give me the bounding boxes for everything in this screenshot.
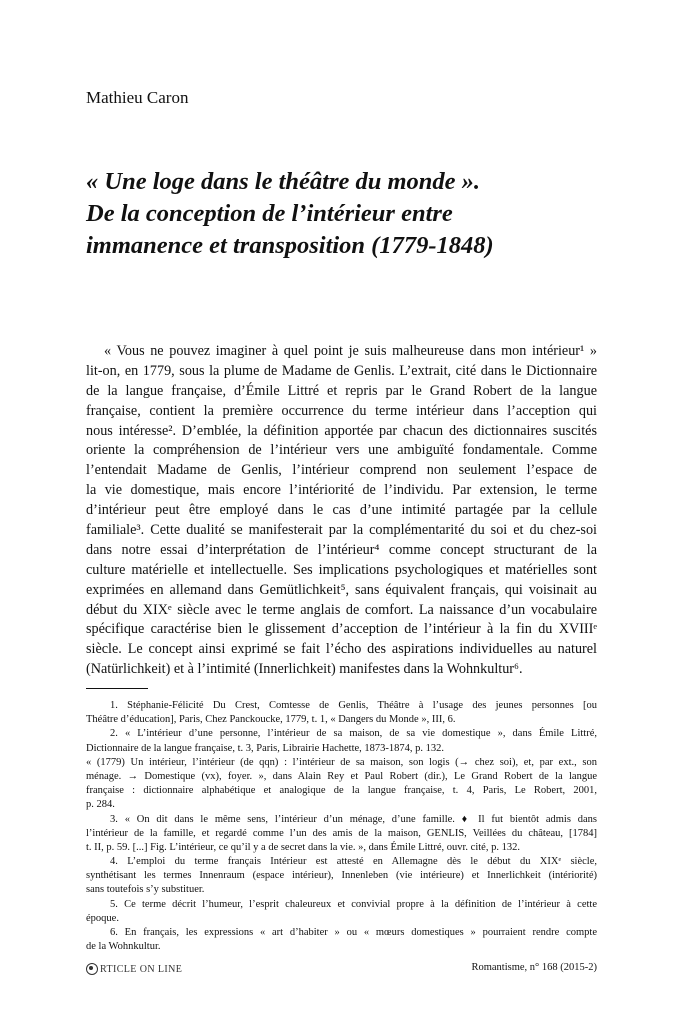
body-line: spécifique caractérise bien le glissement d’acception de l’intérieur à la fin du XVIIIᵉ — [86, 621, 597, 638]
title-line: immanence et transposition (1779-1848) — [86, 232, 494, 259]
footnote-line: t. II, p. 59. [...] Fig. L’intérieur, ce qu’il y a de secret dans la vie. », dans Émile Littré, ouvr. cité, p. 132. — [86, 841, 520, 853]
footnote-line: 3. « On dit dans le même sens, l’intérieur d’un ménage, d’une famille. ♦ Il fut bientôt admis dans — [110, 813, 597, 825]
footnote-line: de la Wohnkultur. — [86, 941, 161, 953]
body-line: dans notre essai d’interprétation de l’intérieur⁴ comme concept structurant de la — [86, 541, 597, 558]
footnote-line: synthétisant les termes Innenraum (espace intérieur), Innenleben (vie intérieure) et Innerlichkeit (intériorité) — [86, 870, 597, 882]
body-line: (Natürlichkeit) et à l’intimité (Innerlichkeit) manifestes dans la Wohnkultur⁶. — [86, 661, 523, 678]
footnote-line: 2. « L’intérieur d’une personne, l’intérieur de sa maison, de sa vie domestique », dans Émile Littré, — [110, 728, 597, 740]
footnote-line: Théâtre d’éducation], Paris, Chez Panckoucke, 1779, t. 1, « Dangers du Monde », III, 6. — [86, 714, 456, 726]
logo-a-icon — [86, 963, 98, 975]
body-line: exprimées en allemand dans Gemütlichkeit⁵, sans équivalent français, qui voisinait au — [86, 581, 597, 598]
body-line: française, contient la première occurrence du terme intérieur dans l’acception qui — [86, 402, 597, 419]
footnote-line: Dictionnaire de la langue française, t. 3, Paris, Librairie Hachette, 1873-1874, p. 132. — [86, 742, 445, 754]
footnote-line: p. 284. — [86, 799, 115, 811]
footnote-separator — [86, 688, 148, 689]
logo-text: RTICLE ON LINE — [100, 963, 183, 975]
footnote-line: l’intérieur de la famille, et regardé comme l’un des amis de la maison, GENLIS, Veillées du château, [1784] — [86, 827, 597, 839]
title-line: « Une loge dans le théâtre du monde ». — [86, 168, 481, 195]
title-line: De la conception de l’intérieur entre — [86, 200, 453, 227]
body-line: culture matérielle et intellectuelle. Ses implications psychologiques et matérielles sont — [86, 561, 597, 578]
body-line: d’intérieur peut être employé dans le cas d’une intimité partagée par la cellule — [86, 502, 597, 519]
footnote-line: française : dictionnaire alphabétique et analogique de la langue française, t. 4, Paris, Le Robert, 2001, — [86, 785, 597, 797]
body-line: siècle. Le concept ainsi exprimé se fait l’écho des aspirations individuelles au naturel — [86, 641, 597, 658]
body-line: lit-on, en 1779, sous la plume de Madame de Genlis. L’extrait, cité dans le Dictionnaire — [86, 362, 597, 379]
footnotes — [86, 699, 597, 954]
article-online-logo — [86, 963, 182, 975]
article-title — [86, 166, 606, 262]
footnote-line: « (1779) Un intérieur, l’intérieur (de qqn) : l’intérieur de sa maison, son logis (→ chez soi), et, par ext., son — [86, 756, 597, 768]
body-line: nous intéresse². D’emblée, la définition apportée par chacun des dictionnaires suscités — [86, 422, 597, 439]
journal-reference: Romantisme, n° 168 (2015-2) — [471, 962, 597, 973]
author-name: Mathieu Caron — [86, 88, 189, 107]
body-line: début du XIXᵉ siècle avec le terme anglais de comfort. La naissance d’un vocabulaire — [86, 601, 597, 618]
body-line: de la langue française, d’Émile Littré et repris par le Grand Robert de la langue — [86, 382, 597, 399]
footnote-line: sans toutefois s’y substituer. — [86, 884, 205, 896]
body-line: l’entendait Madame de Genlis, l’intérieur comprend non seulement l’espace de — [86, 462, 597, 479]
body-paragraph — [86, 342, 597, 680]
body-line: la vie domestique, mais encore l’intériorité de l’individu. Par extension, le terme — [86, 482, 597, 499]
footnote-line: 5. Ce terme décrit l’humeur, l’esprit chaleureux et convivial propre à la définition de l’intérieur à cette — [110, 898, 597, 910]
footnote-line: 1. Stéphanie-Félicité Du Crest, Comtesse de Genlis, Théâtre à l’usage des jeunes personnes [ou — [110, 700, 597, 711]
body-line: familiale³. Cette dualité se manifesterait par la complémentarité du soi et du chez-soi — [86, 522, 597, 539]
footnote-line: époque. — [86, 912, 119, 924]
footnote-line: ménage. → Domestique (vx), foyer. », dans Alain Rey et Paul Robert (dir.), Le Grand Robert de la langue — [86, 770, 597, 782]
body-line: « Vous ne pouvez imaginer à quel point je suis malheureuse dans mon intérieur¹ » — [104, 343, 597, 359]
footnote-line: 6. En français, les expressions « art d’habiter » ou « mœurs domestiques » pourraient rendre compte — [110, 927, 597, 938]
footnote-line: 4. L’emploi du terme français Intérieur est attesté en Allemagne dès le début du XIXᵉ siècle, — [110, 856, 597, 868]
body-line: oriente la compréhension de l’intérieur vers une ambiguïté fondamentale. Comme — [86, 442, 597, 459]
